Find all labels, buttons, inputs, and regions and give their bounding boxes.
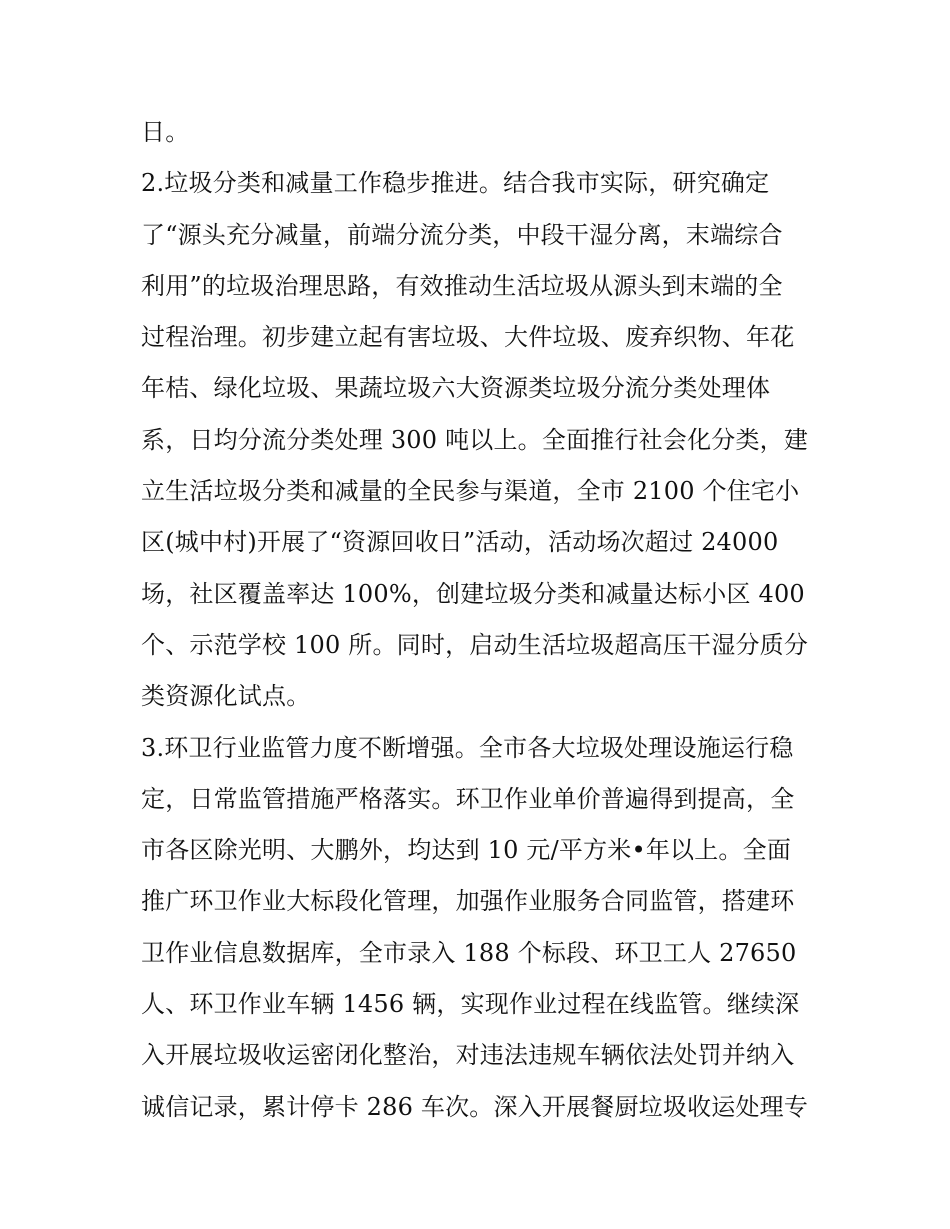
text-line: 3.环卫行业监管力度不断增强。全市各大垃圾处理设施运行稳 [141, 733, 794, 762]
text-line: 入开展垃圾收运密闭化整治，对违法违规车辆依法处罚并纳入 [141, 1041, 795, 1070]
text-line: 日。 [141, 118, 190, 146]
text-line: 过程治理。初步建立起有害垃圾、大件垃圾、废弃织物、年花 [141, 323, 795, 352]
text-line: 系，日均分流分类处理 300 吨以上。全面推行社会化分类，建 [141, 425, 809, 454]
text-line: 类资源化试点。 [141, 682, 311, 711]
text-line: 年桔、绿化垃圾、果蔬垃圾六大资源类垃圾分流分类处理体 [141, 374, 771, 403]
text-line: 人、环卫作业车辆 1456 辆，实现作业过程在线监管。继续深 [141, 990, 800, 1019]
text-line: 定，日常监管措施严格落实。环卫作业单价普遍得到提高，全 [141, 784, 795, 813]
text-line: 场，社区覆盖率达 100%，创建垃圾分类和减量达标小区 400 [141, 579, 805, 608]
text-line: 了“源头充分减量，前端分流分类，中段干湿分离，末端综合 [141, 220, 783, 249]
text-line: 诚信记录，累计停卡 286 车次。深入开展餐厨垃圾收运处理专 [141, 1092, 809, 1121]
text-line: 利用”的垃圾治理思路，有效推动生活垃圾从源头到末端的全 [141, 271, 783, 300]
text-line: 卫作业信息数据库，全市录入 188 个标段、环卫工人 27650 [141, 938, 797, 967]
text-line: 市各区除光明、大鹏外，均达到 10 元/平方米•年以上。全面 [141, 836, 792, 865]
text-line: 推广环卫作业大标段化管理，加强作业服务合同监管，搭建环 [141, 887, 795, 916]
text-line: 2.垃圾分类和减量工作稳步推进。结合我市实际，研究确定 [141, 169, 770, 198]
text-line: 立生活垃圾分类和减量的全民参与渠道，全市 2100 个住宅小 [141, 477, 800, 506]
body-text [141, 107, 821, 1133]
text-line: 个、示范学校 100 所。同时，启动生活垃圾超高压干湿分质分 [141, 630, 809, 659]
text-line: 区(城中村)开展了“资源回收日”活动，活动场次超过 24000 [141, 528, 779, 557]
